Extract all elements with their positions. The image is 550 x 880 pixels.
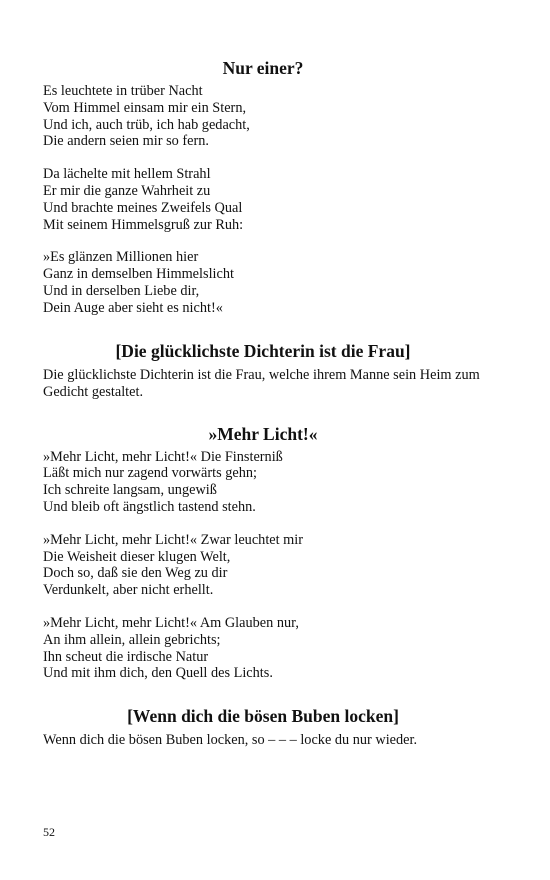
verse-line: An ihm allein, allein gebrichts; <box>43 631 221 648</box>
verse-line: »Mehr Licht, mehr Licht!« Zwar leuchtet mir <box>43 531 304 548</box>
stanza <box>43 449 483 516</box>
aphorism-text: Die glücklichste Dichterin ist die Frau, welche ihrem Manne sein Heim zum Gedicht gestaltet. <box>43 366 480 400</box>
verse-line: »Mehr Licht, mehr Licht!« Die Finsterniß <box>43 448 283 465</box>
poem-title-nur-einer: Nur einer? <box>222 58 304 78</box>
verse-line: Läßt mich nur zagend vorwärts gehn; <box>43 465 257 482</box>
verse-line: »Es glänzen Millionen hier <box>43 249 199 266</box>
verse-line: Doch so, daß sie den Weg zu dir <box>43 565 228 582</box>
stanza <box>43 166 483 233</box>
aphorism-text: Wenn dich die bösen Buben locken, so – – – locke du nur wieder. <box>43 732 418 749</box>
stanza <box>43 249 483 316</box>
verse-line: Ich schreite langsam, ungewiß <box>43 482 217 499</box>
verse-line: Ihn scheut die irdische Natur <box>43 648 209 665</box>
verse-line: Vom Himmel einsam mir ein Stern, <box>43 99 247 116</box>
aphorism-title-buben: [Wenn dich die bösen Buben locken] <box>127 706 399 727</box>
page-body <box>43 58 483 749</box>
verse-line: Dein Auge aber sieht es nicht!« <box>43 299 223 316</box>
verse-line: Und ich, auch trüb, ich hab gedacht, <box>43 116 250 133</box>
verse-line: Und mit ihm dich, den Quell des Lichts. <box>43 665 273 682</box>
verse-line: Die andern seien mir so fern. <box>43 133 209 150</box>
stanza <box>43 615 483 682</box>
verse-line: »Mehr Licht, mehr Licht!« Am Glauben nur, <box>43 614 299 631</box>
verse-line: Er mir die ganze Wahrheit zu <box>43 182 211 199</box>
verse-line: Und bleib oft ängstlich tastend stehn. <box>43 498 256 515</box>
verse-line: Und brachte meines Zweifels Qual <box>43 199 243 216</box>
page-number: 52 <box>43 825 55 839</box>
verse-line: Und in derselben Liebe dir, <box>43 282 200 299</box>
verse-line: Die Weisheit dieser klugen Welt, <box>43 548 231 565</box>
verse-line: Da lächelte mit hellem Strahl <box>43 166 211 183</box>
verse-line: Ganz in demselben Himmelslicht <box>43 266 234 283</box>
verse-line: Mit seinem Himmelsgruß zur Ruh: <box>43 216 244 233</box>
verse-line: Verdunkelt, aber nicht erhellt. <box>43 582 214 599</box>
stanza <box>43 532 483 599</box>
stanza <box>43 83 483 150</box>
verse-line: Es leuchtete in trüber Nacht <box>43 83 203 99</box>
aphorism-title-dichterin: [Die glücklichste Dichterin ist die Frau] <box>115 340 411 361</box>
poem-title-mehr-licht: »Mehr Licht!« <box>208 423 318 444</box>
